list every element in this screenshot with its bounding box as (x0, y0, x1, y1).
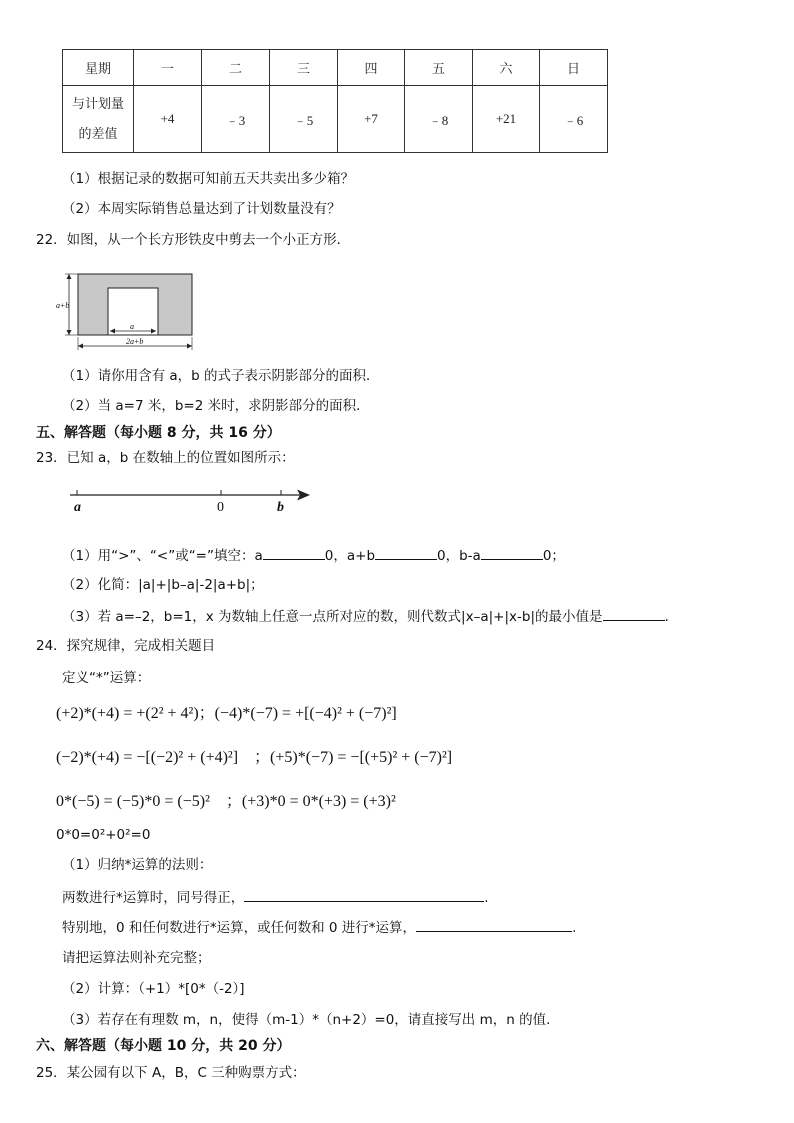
section-heading-6: 六、解答题（每小题 10 分，共 20 分） (36, 1038, 291, 1054)
inner-width-label: a (130, 322, 134, 331)
answer-blank[interactable] (244, 887, 484, 902)
q24-rule1-end: . (484, 890, 489, 906)
q23-sub3-end: . (664, 609, 669, 625)
q23-stem: 23．已知 a，b 在数轴上的位置如图所示： (36, 450, 295, 466)
value-cell: +7 (338, 86, 405, 153)
q22-sub1: （1）请你用含有 a，b 的式子表示阴影部分的面积． (62, 368, 380, 384)
q24-rule3: 请把运算法则补充完整； (62, 950, 211, 966)
answer-blank[interactable] (603, 606, 665, 621)
q24-sub2: （2）计算：（+1）*[0*（-2）] (62, 981, 245, 997)
q23-sub1 (62, 545, 565, 565)
value-cell: ﹣3 (202, 86, 270, 153)
value-cell: +21 (473, 86, 540, 153)
width-label: 2a+b (126, 337, 144, 346)
q24-rule2-end: . (572, 920, 577, 936)
arrow-head (67, 274, 72, 279)
header-cell: 六 (473, 50, 540, 86)
q24-rule1-text: 两数进行*运算时，同号得正， (62, 890, 245, 906)
q24-stem: 24．探究规律，完成相关题目 (36, 638, 216, 654)
height-label: a+b (56, 301, 70, 310)
q23-sub1-text: （1）用“>”、“<”或“=”填空：a (62, 548, 263, 564)
header-cell: 星期 (63, 50, 134, 86)
q24-sub3: （3）若存在有理数 m，n，使得（m-1）*（n+2）=0，请直接写出 m，n 的值. (62, 1012, 551, 1028)
header-cell: 日 (540, 50, 608, 86)
number-line (66, 484, 316, 516)
row-label-line: 与计划量 (71, 96, 124, 111)
header-cell: 二 (202, 50, 270, 86)
q23-sub1-text: 0，a+b (324, 548, 376, 564)
header-cell: 一 (134, 50, 202, 86)
value-cell: ﹣6 (540, 86, 608, 153)
q23-sub1-text: 0，b-a (437, 548, 481, 564)
q24-rule2 (62, 917, 576, 937)
q21-sub2: （2）本周实际销售总量达到了计划数量没有？ (62, 201, 341, 217)
q23-sub3-text: （3）若 a=–2，b=1，x 为数轴上任意一点所对应的数，则代数式|x–a|+|x-b|的最小值是 (62, 609, 603, 625)
formula-line-3: 0*(−5) = (−5)*0 = (−5)² ；(+3)*0 = 0*(+3) = (+3)² (56, 793, 396, 810)
header-cell: 五 (405, 50, 473, 86)
answer-blank[interactable] (481, 545, 543, 560)
q23-sub1-text: 0； (542, 548, 565, 564)
q23-sub2: （2）化简：|a|+|b–a|-2|a+b|； (62, 577, 264, 593)
q24-definition: 定义“*”运算： (62, 670, 151, 686)
arrow-head (78, 344, 83, 349)
formula-line-4: 0*0=0²+0²=0 (56, 827, 151, 843)
table-header-row (63, 50, 608, 86)
arrow-head (187, 344, 192, 349)
q22-stem: 22．如图，从一个长方形铁皮中剪去一个小正方形． (36, 232, 351, 248)
value-cell: ﹣8 (405, 86, 473, 153)
q24-rule2-text: 特别地，0 和任何数进行*运算，或任何数和 0 进行*运算， (62, 920, 417, 936)
q25-stem: 25．某公园有以下 A，B，C 三种购票方式： (36, 1065, 306, 1081)
q22-sub2: （2）当 a=7 米，b=2 米时，求阴影部分的面积． (62, 398, 370, 414)
table-value-row (63, 86, 608, 153)
rectangle-figure (54, 268, 200, 354)
value-cell: ﹣5 (270, 86, 338, 153)
point-a-label: a (74, 500, 81, 515)
row-label-cell (63, 86, 134, 153)
answer-blank[interactable] (375, 545, 437, 560)
sales-difference-table (62, 49, 608, 153)
answer-blank[interactable] (416, 917, 572, 932)
zero-label: 0 (217, 500, 224, 515)
section-heading-5: 五、解答题（每小题 8 分，共 16 分） (36, 425, 281, 441)
arrow-head (67, 330, 72, 335)
answer-blank[interactable] (263, 545, 325, 560)
value-cell: +4 (134, 86, 202, 153)
row-label-line: 的差值 (78, 126, 118, 141)
formula-line-1: (+2)*(+4) = +(2² + 4²)；(−4)*(−7) = +[(−4)² + (−7)²] (56, 705, 397, 722)
header-cell: 四 (338, 50, 405, 86)
formula-line-2: (−2)*(+4) = −[(−2)² + (+4)²] ；(+5)*(−7) = −[(+5)² + (−7)²] (56, 749, 453, 766)
q21-sub1: （1）根据记录的数据可知前五天共卖出多少箱？ (62, 171, 355, 187)
point-b-label: b (277, 500, 284, 515)
q24-rule1 (62, 887, 489, 907)
header-cell: 三 (270, 50, 338, 86)
q23-sub3 (62, 606, 669, 626)
q24-sub1: （1）归纳*运算的法则： (62, 857, 213, 873)
